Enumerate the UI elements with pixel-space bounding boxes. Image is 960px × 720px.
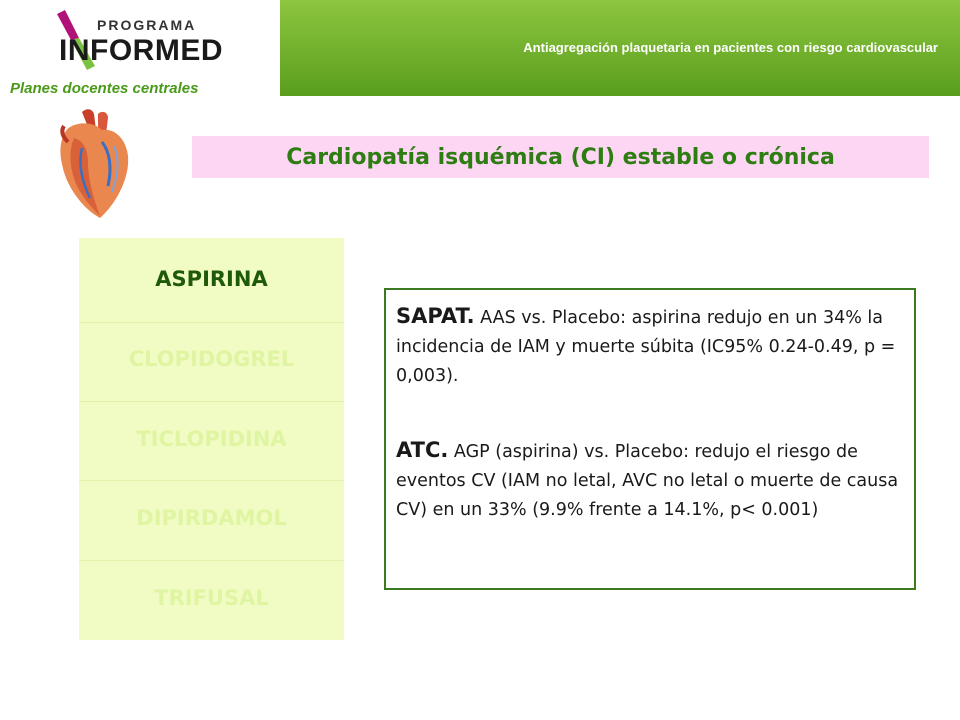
informed-logo	[55, 10, 245, 72]
presentation-title: Antiagregación plaquetaria en pacientes con riesgo cardiovascular	[523, 40, 938, 55]
study-info-box	[384, 288, 916, 590]
drug-item-aspirina[interactable]: ASPIRINA	[155, 267, 268, 291]
drug-item-dipirdamol[interactable]: DIPIRDAMOL	[136, 506, 287, 530]
study-atc-name: ATC.	[396, 438, 449, 462]
logo-informed-text: INFORMED	[59, 34, 223, 67]
drug-item-clopidogrel[interactable]: CLOPIDOGREL	[128, 347, 295, 371]
study-sapat-text: AAS vs. Placebo: aspirina redujo en un 34% la incidencia de IAM y muerte súbita (IC95% 0.24-0.49, p = 0,003).	[396, 308, 896, 386]
study-sapat	[396, 302, 911, 391]
drug-item-trifusal[interactable]: TRIFUSAL	[154, 586, 269, 610]
drug-divider	[79, 560, 344, 561]
drug-divider	[79, 322, 344, 323]
header-band	[280, 0, 960, 96]
logo-subtitle: Planes docentes centrales	[10, 80, 199, 97]
section-title: Cardiopatía isquémica (CI) estable o crónica	[286, 144, 835, 170]
section-banner	[192, 136, 929, 178]
logo-programa-text: PROGRAMA	[97, 17, 197, 33]
drug-item-ticlopidina[interactable]: TICLOPIDINA	[136, 427, 287, 451]
drug-divider	[79, 480, 344, 481]
drug-list	[79, 238, 344, 640]
study-sapat-name: SAPAT.	[396, 304, 475, 328]
drug-divider	[79, 401, 344, 402]
heart-icon	[52, 108, 134, 220]
study-atc	[396, 436, 911, 525]
study-atc-text: AGP (aspirina) vs. Placebo: redujo el riesgo de eventos CV (IAM no letal, AVC no letal o muerte de causa CV) en un 33% (9.9% frente a 14.1%, p< 0.001)	[396, 442, 899, 520]
